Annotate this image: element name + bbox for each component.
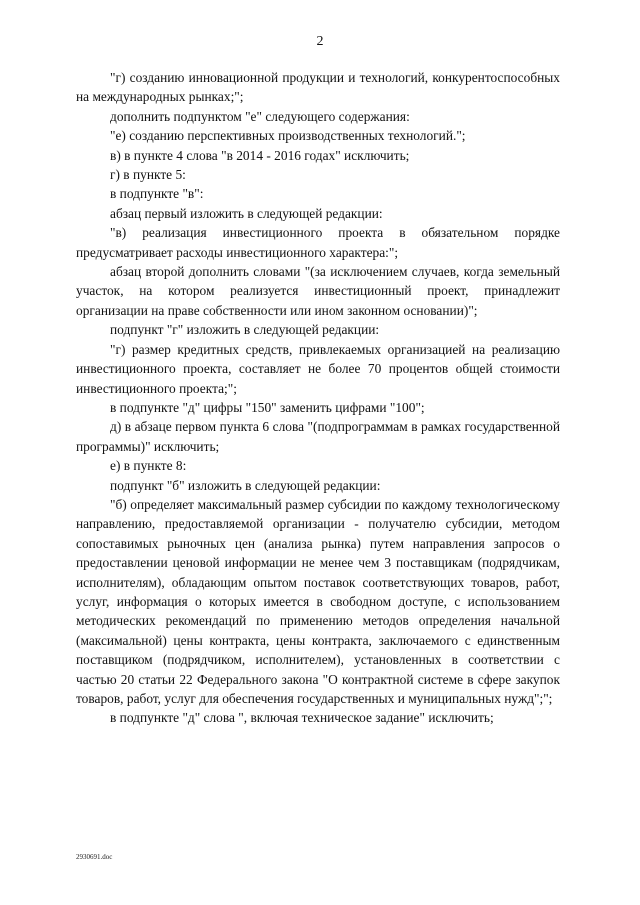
document-file-code: 2930691.doc	[76, 853, 113, 861]
document-body	[76, 68, 560, 728]
paragraph: подпункт "б" изложить в следующей редакции:	[110, 477, 381, 493]
paragraph: дополнить подпунктом "е" следующего содержания:	[110, 108, 410, 124]
page-number: 2	[316, 34, 324, 49]
paragraph: "в) реализация инвестиционного проекта в обязательном порядке предусматривает расходы инвестиционного характера:";	[76, 225, 560, 260]
paragraph: "г) созданию инновационной продукции и технологий, конкурентоспособных на международных рынках;";	[76, 70, 560, 105]
paragraph: в) в пункте 4 слова "в 2014 - 2016 годах" исключить;	[110, 147, 410, 163]
paragraph: в подпункте "д" слова ", включая техническое задание" исключить;	[110, 710, 494, 726]
paragraph: е) в пункте 8:	[110, 458, 187, 474]
paragraph: "г) размер кредитных средств, привлекаемых организацией на реализацию инвестиционного проекта, составляет не более 70 процентов общей стоимости инвестиционного проекта;";	[76, 341, 560, 396]
paragraph: в подпункте "в":	[110, 186, 204, 202]
paragraph: абзац первый изложить в следующей редакции:	[110, 205, 383, 221]
paragraph: д) в абзаце первом пункта 6 слова "(подпрограммам в рамках государственной программы)" исключить;	[76, 419, 560, 454]
paragraph: абзац второй дополнить словами "(за исключением случаев, когда земельный участок, на котором реализуется инвестиционный проект, принадлежит организации на праве собственности или ином законном основании)";	[76, 264, 560, 318]
paragraph: "е) созданию перспективных производственных технологий.";	[110, 128, 466, 144]
paragraph: подпункт "г" изложить в следующей редакции:	[110, 322, 380, 338]
paragraph: в подпункте "д" цифры "150" заменить цифрами "100";	[110, 399, 425, 415]
paragraph: г) в пункте 5:	[110, 167, 186, 183]
paragraph: "б) определяет максимальный размер субсидии по каждому технологическому направлению, предоставляемой организации - получателю субсидии, методом сопоставимых рыночных цен (анализа рынка) путем направления запросов о предоставлении ценовой информации не менее чем 3 поставщикам (подрядчикам, исполнителям), обладающим опытом поставок соответствующих товаров, работ, услуг, информация о которых имеется в свободном доступе, с использованием методических рекомендаций по применению методов определения начальной (максимальной) цены контракта, цены контракта, заключаемого с единственным поставщиком (подрядчиком, исполнителем), установленных в соответствии с частью 20 статьи 22 Федерального закона "О контрактной системе в сфере закупок товаров, работ, услуг для обеспечения государственных и муниципальных нужд";";	[76, 496, 560, 706]
